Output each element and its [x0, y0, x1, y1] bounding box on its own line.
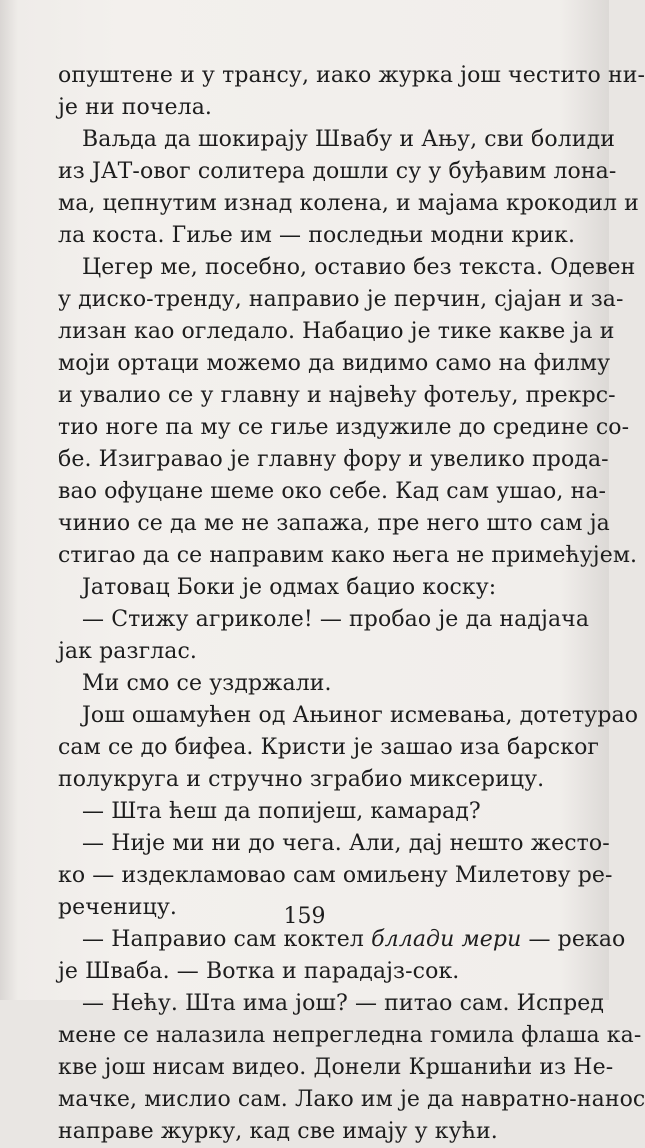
text-line: — Нећу. Шта има још? — питао сам. Испред [82, 991, 605, 1016]
text-line: ко — издекламовао сам омиљену Милетову ре- [58, 863, 613, 888]
text-line: вао офуцане шеме око себе. Кад сам ушао, на- [58, 479, 607, 504]
text-line: Ми смо се уздржали. [82, 671, 332, 696]
text-line: полукруга и стручно зграбио миксерицу. [58, 767, 545, 792]
text-line: мене се налазила непрегледна гомила флаша ка- [58, 1023, 642, 1048]
text-line: чинио се да ме не запажа, пре него што сам ја [58, 511, 610, 536]
text-line: опуштене и у трансу, иако журка још честито ни- [58, 63, 645, 88]
text-line: Још ошамућен од Ањиног исмевања, дотетурао [82, 703, 639, 728]
text-line: Ваљда да шокирају Швабу и Ању, сви болиди [82, 127, 615, 152]
text-line: — Није ми ни до чега. Али, дај нешто жесто- [82, 831, 610, 856]
text-line: је ни почела. [58, 95, 213, 120]
text-line: ма, цепнутим изнад колена, и мајама крокодил и [58, 191, 639, 216]
text-line: у диско-тренду, направио је перчин, сјајан и за- [58, 287, 624, 312]
text-line: и увалио се у главну и највећу фотељу, прекрс- [58, 383, 616, 408]
text-line: ла коста. Гиље им — последњи модни крик. [58, 223, 576, 248]
text-line: моји ортаци можемо да видимо само на филму [58, 351, 611, 376]
text-line: је Шваба. — Вотка и парадајз-сок. [58, 959, 460, 984]
text-line: Јатовац Боки је одмах бацио коску: [82, 575, 497, 600]
text-line: стигао да се направим како њега не примећујем. [58, 543, 638, 568]
page-number: 159 [283, 904, 326, 929]
text-line: бе. Изигравао је главну фору и увелико прода- [58, 447, 609, 472]
text-line: јак разглас. [58, 639, 198, 664]
text-line: Цегер ме, посебно, оставио без текста. Одевен [82, 255, 636, 280]
italic-cocktail-name: бллади мери [371, 927, 522, 952]
page-body-text [58, 60, 645, 1148]
text-line: сам се до бифеа. Кристи је зашао иза барског [58, 735, 600, 760]
text-segment: — рекао [528, 927, 626, 952]
text-line: направе журку, кад све имају у кући. [58, 1119, 498, 1144]
text-line: реченицу. [58, 895, 177, 920]
text-line: — Стижу агриколе! — пробао је да надјача [82, 607, 590, 632]
text-line: из ЈАТ-овог солитера дошли су у буђавим лона- [58, 159, 617, 184]
text-line: тио ноге па му се гиље издужиле до средине со- [58, 415, 630, 440]
text-segment: — Направио сам коктел [82, 927, 364, 952]
text-line: кве још нисам видео. Донели Кршанићи из Не- [58, 1055, 614, 1080]
text-line: лизан као огледало. Набацио је тике какве ја и [58, 319, 615, 344]
text-line: мачке, мислио сам. Лако им је да навратно-нанос [58, 1087, 645, 1112]
text-line: — Шта ћеш да попијеш, камарад? [82, 799, 481, 824]
